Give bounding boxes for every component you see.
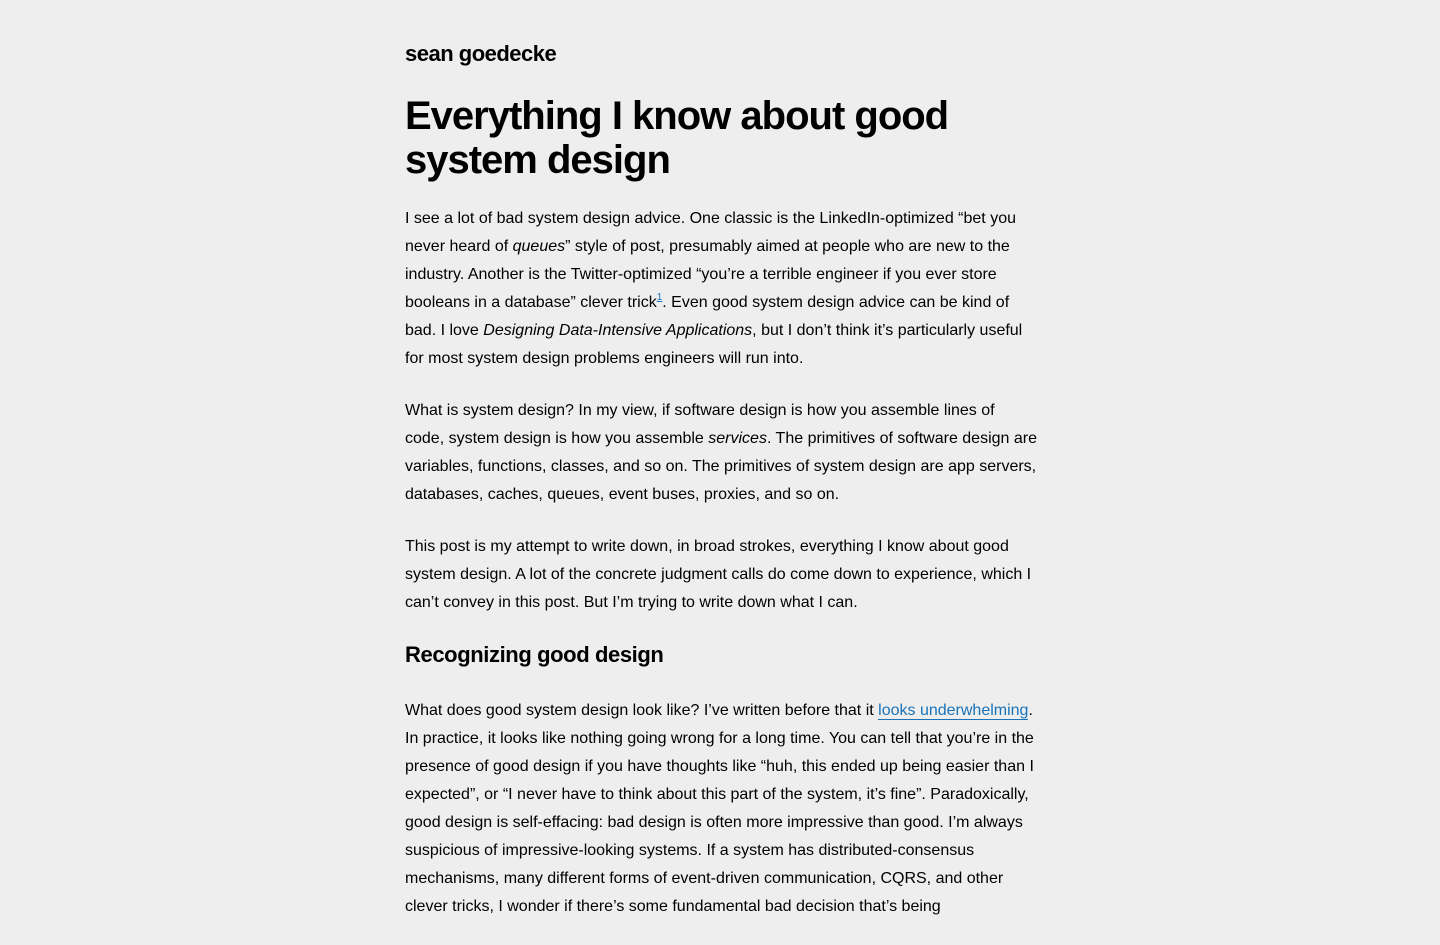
text-segment: I see a lot of bad system design advice. One classic is the LinkedIn-optimized “bet you never heard of [405,210,1016,255]
text-segment: . Even good system design advice can be kind of bad. I love [405,294,1010,339]
page-container [405,0,1037,945]
text-segment: , but I don’t think it’s particularly useful for most system design problems engineers will run into. [405,322,1023,367]
text-segment: What is system design? In my view, if software design is how you assemble lines of code, system design is how you assemble [405,402,995,447]
section-heading: Recognizing good design [405,642,664,667]
footnote-link[interactable]: 1 [656,292,663,303]
purpose-paragraph: This post is my attempt to write down, in broad strokes, everything I know about good system design. A lot of the concrete judgment calls do come down to experience, which I can’t convey in this post. But I’m trying to write down what I can. [405,538,1032,611]
text-segment: . The primitives of software design are variables, functions, classes, and so on. The primitives of system design are app servers, databases, caches, queues, event buses, proxies, and so on. [405,430,1037,503]
text-segment: What does good system design look like? I’ve written before that it [405,702,879,719]
article-body [405,205,1037,921]
emphasis-text: services [708,430,767,447]
looks-underwhelming-link[interactable]: looks underwhelming [878,702,1029,719]
text-segment: ” style of post, presumably aimed at people who are new to the industry. Another is the Twitter-optimized “you’re a terrible engineer if you ever store booleans in a database” clever trick [405,238,1010,311]
intro-paragraph [405,205,1037,373]
post-title: Everything I know about good system design [405,94,949,182]
definition-paragraph [405,397,1037,509]
text-segment: . In practice, it looks like nothing going wrong for a long time. You can tell that you’re in the presence of good design if you have thoughts like “huh, this ended up being easier than I expected”, or “I never have to think about this part of the system, it’s fine”. Paradoxically, good design is self-effacing: bad design is often more impressive than good. I’m always suspicious of impressive-looking systems. If a system has distributed-consensus mechanisms, many different forms of event-driven communication, CQRS, and other clever tricks, I wonder if there’s some fundamental bad decision that’s being [405,702,1034,915]
emphasis-text: queues [512,238,566,255]
good-design-paragraph [405,697,1037,921]
site-title-link[interactable]: sean goedecke [405,41,557,66]
book-title-text: Designing Data-Intensive Applications [483,322,753,339]
